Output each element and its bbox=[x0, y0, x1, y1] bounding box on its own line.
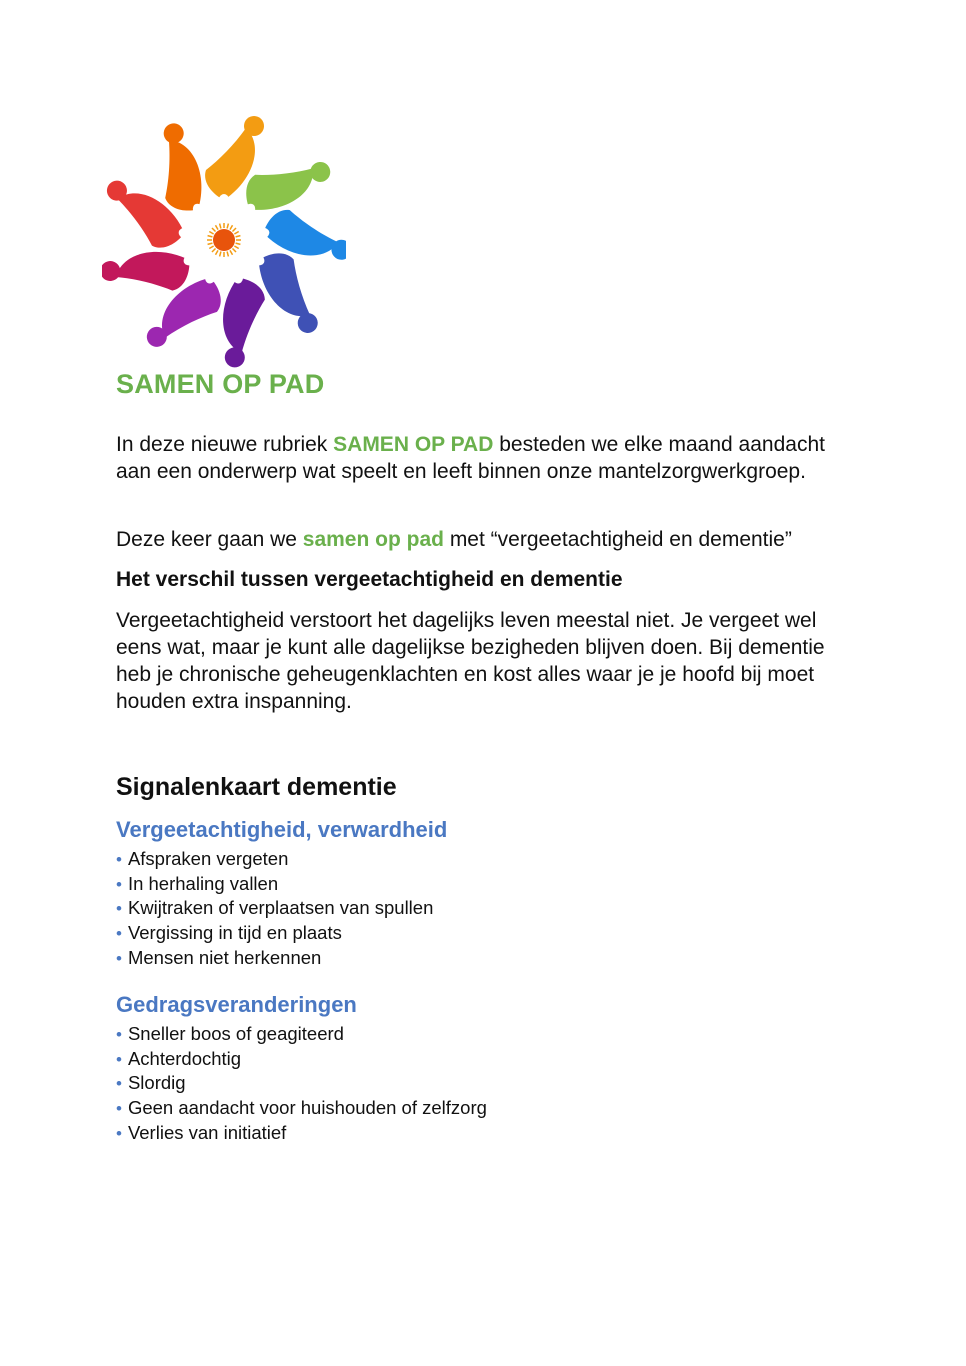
list-item-text: Kwijtraken of verplaatsen van spullen bbox=[127, 897, 434, 919]
bullet-icon: • bbox=[116, 948, 122, 968]
signal-heading: Signalenkaart dementie bbox=[116, 773, 397, 801]
section-heading: Gedragsveranderingen bbox=[116, 992, 357, 1017]
list-item bbox=[116, 1096, 856, 1121]
bullet-icon: • bbox=[116, 899, 122, 919]
list-item-text: Geen aandacht voor huishouden of zelfzorg bbox=[127, 1097, 487, 1119]
logo bbox=[102, 112, 346, 368]
bullet-icon: • bbox=[116, 1123, 122, 1143]
bullet-icon: • bbox=[116, 874, 122, 894]
intro-text-after: besteden we elke maand aandacht aan een onderwerp wat speelt en leeft binnen onze mantelzorgwerkgroep. bbox=[116, 433, 825, 483]
list-item bbox=[116, 1071, 856, 1096]
list-item-text: Verlies van initiatief bbox=[127, 1121, 287, 1143]
list-item-text: Vergissing in tijd en plaats bbox=[127, 922, 342, 944]
list-item bbox=[116, 847, 856, 872]
intro-text-before: In deze nieuwe rubriek bbox=[116, 433, 334, 456]
list-item-text: Achterdochtig bbox=[127, 1047, 242, 1069]
topic-text-after: met “vergeetachtigheid en dementie” bbox=[443, 528, 792, 551]
intro-highlight: SAMEN OP PAD bbox=[333, 433, 494, 456]
list-item-text: Sneller boos of geagiteerd bbox=[127, 1023, 344, 1044]
bullet-icon: • bbox=[116, 1025, 122, 1044]
people-circle-logo-icon bbox=[102, 112, 346, 368]
list-item-text: Afspraken vergeten bbox=[127, 848, 289, 869]
list-item-text: Mensen niet herkennen bbox=[127, 946, 322, 968]
bullet-icon: • bbox=[116, 850, 122, 869]
bullet-icon: • bbox=[116, 1074, 122, 1094]
list-item bbox=[116, 872, 856, 897]
difference-paragraph: Vergeetachtigheid verstoort het dagelijks leven meestal niet. Je vergeet wel eens wat, maar je kunt alle dagelijkse bezigheden blijven doen. Bij dementie heb je chronische geheugenklachten en kost alles waar je je hoofd bij moet houden extra inspanning. bbox=[116, 609, 825, 713]
bullet-icon: • bbox=[116, 1049, 122, 1069]
list-item-text: In herhaling vallen bbox=[127, 872, 279, 894]
section-behaviour bbox=[116, 992, 856, 1146]
bullet-icon: • bbox=[116, 1099, 122, 1119]
signal-heading-wrap bbox=[116, 773, 856, 802]
difference-heading: Het verschil tussen vergeetachtigheid en dementie bbox=[116, 568, 623, 591]
bullet-list bbox=[116, 1022, 856, 1146]
topic-highlight: samen op pad bbox=[302, 528, 444, 551]
list-item bbox=[116, 1047, 856, 1072]
difference-heading-wrap bbox=[116, 566, 856, 593]
page-title: SAMEN OP PAD bbox=[116, 369, 325, 399]
list-item bbox=[116, 896, 856, 921]
list-item bbox=[116, 946, 856, 971]
intro-paragraph bbox=[116, 431, 856, 485]
topic-text-before: Deze keer gaan we bbox=[116, 528, 303, 551]
list-item bbox=[116, 1022, 856, 1047]
list-item bbox=[116, 921, 856, 946]
list-item-text: Slordig bbox=[127, 1072, 186, 1094]
logo-sun-center bbox=[213, 229, 235, 251]
section-forgetfulness bbox=[116, 817, 856, 971]
difference-paragraph-wrap bbox=[116, 607, 856, 715]
bullet-icon: • bbox=[116, 924, 122, 944]
bullet-list bbox=[116, 847, 856, 971]
section-heading: Vergeetachtigheid, verwardheid bbox=[116, 817, 448, 842]
list-item bbox=[116, 1121, 856, 1146]
topic-paragraph bbox=[116, 526, 856, 553]
